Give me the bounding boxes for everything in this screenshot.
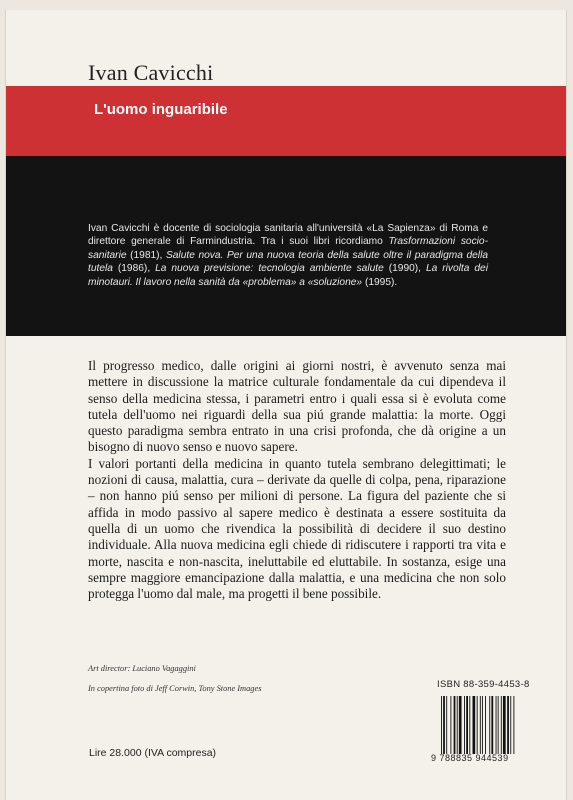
bio-text: (1981), xyxy=(126,249,166,261)
bio-text: (1990), xyxy=(383,263,426,275)
book-back-cover xyxy=(6,10,566,800)
barcode-bar xyxy=(443,696,445,754)
barcode-digits: 9 788835 944539 xyxy=(431,753,509,763)
bio-text: (1995). xyxy=(362,276,398,288)
barcode xyxy=(439,696,544,756)
book-title: L'uomo inguaribile xyxy=(94,101,228,118)
barcode-bar xyxy=(446,696,447,754)
title-band xyxy=(6,86,566,156)
barcode-bar xyxy=(498,696,499,754)
barcode-bar xyxy=(510,696,511,754)
bio-book-title: Trasformazioni socio-sanitarie xyxy=(88,236,488,261)
bio-book-title: La nuova previsione: tecnologia ambiente salute xyxy=(155,263,384,275)
barcode-bar xyxy=(482,696,483,754)
barcode-bar xyxy=(450,696,451,754)
credits xyxy=(88,664,261,704)
blurb-paragraph-1: Il progresso medico, dalle origini ai giorni nostri, è avvenuto senza mai mettere in discussione la matrice culturale fondamentale da cui dipendeva il senso della medicina stessa, i parametri entro i quali essa si è evoluta come tutela dell'uomo nei riguardi della sua piú grande malattia: la morte. Oggi questo paradigma sembra entrato in una crisi profonda, che dà origine a un bisogno di nuovo senso e nuovo sapere. xyxy=(88,358,506,455)
barcode-bar xyxy=(466,696,468,754)
bio-book-title: Salute nova. Per una nuova teoria della salute oltre il paradigma della tutela xyxy=(88,249,488,275)
isbn-label: ISBN 88-359-4453-8 xyxy=(437,679,530,690)
barcode-bar xyxy=(496,696,497,754)
bio-band xyxy=(6,156,566,336)
barcode-bar xyxy=(459,696,462,754)
barcode-bar xyxy=(480,696,481,754)
barcode-bar xyxy=(457,696,458,754)
price-label: Lire 28.000 (IVA compresa) xyxy=(89,747,217,759)
author-bio xyxy=(88,222,488,289)
barcode-bar xyxy=(503,696,506,754)
barcode-bar xyxy=(485,696,486,754)
barcode-bar xyxy=(469,696,470,754)
author-name: Ivan Cavicchi xyxy=(88,60,214,85)
barcode-bar xyxy=(473,696,476,754)
bio-book-title: La rivolta dei minotauri. Il lavoro nella sanità da «problema» a «soluzione» xyxy=(88,263,488,288)
bio-text: (1986), xyxy=(112,263,156,275)
barcode-bar xyxy=(507,696,509,754)
bio-text: Ivan Cavicchi è docente di sociologia sanitaria all'università «La Sapienza» di Roma e direttore generale di Farmindustria. Tra i suoi libri ricordiamo xyxy=(88,223,488,248)
barcode-bar xyxy=(454,696,456,754)
book-blurb xyxy=(88,358,506,602)
barcode-bar xyxy=(441,696,442,754)
barcode-bar xyxy=(477,696,478,754)
barcode-bar xyxy=(501,696,502,754)
blurb-paragraph-2: I valori portanti della medicina in quanto tutela sembrano delegittimati; le nozioni di causa, malattia, cura – derivate da quelle di colpa, pena, riparazione – non hanno piú senso per milioni di persone. La figura del paziente che si affida in modo passivo al sapere medico è destinata a essere sostituita da quella di un uomo che rivendica la possibilità di decidere il suo destino individuale. Alla nuova medicina egli chiede di ridiscutere i rapporti tra vita e morte, nascita e non-nascita, ineluttabile ed eluttabile. In sostanza, esige una sempre maggiore emancipazione dalla malattia, e una medicina che non solo protegga l'uomo dal male, ma progetti il bene possibile. xyxy=(88,455,506,602)
barcode-bar xyxy=(491,696,493,754)
barcode-bar xyxy=(513,696,514,754)
barcode-bar xyxy=(464,696,465,754)
cover-photo-credit: In copertina foto di Jeff Corwin, Tony Stone Images xyxy=(88,684,262,693)
art-director-credit: Art director: Luciano Vagaggini xyxy=(88,664,196,673)
barcode-bar xyxy=(489,696,490,754)
